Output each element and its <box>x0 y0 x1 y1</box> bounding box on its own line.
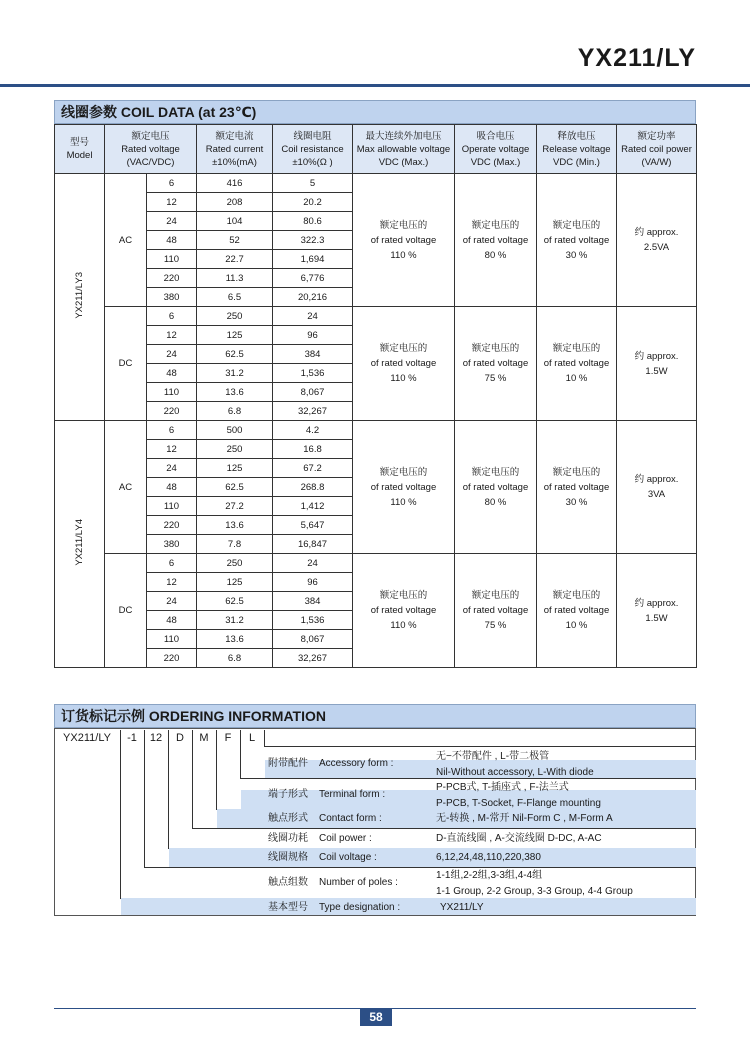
max-voltage-cell: 额定电压的 of rated voltage 110 % <box>353 421 455 554</box>
header-max-voltage: 最大连续外加电压 Max allowable voltage VDC (Max.) <box>353 125 455 174</box>
voltage-cell: 48 <box>147 364 197 383</box>
voltage-cell: 110 <box>147 630 197 649</box>
top-rule <box>0 84 750 87</box>
coil-power-cell: 约 approx. 2.5VA <box>617 174 697 307</box>
band-type <box>121 898 696 915</box>
desc-terminal-1: P-PCB式, T-插座式 , F-法兰式 <box>436 782 569 793</box>
label-power-en: Coil power : <box>319 833 372 844</box>
current-cell: 250 <box>197 554 273 573</box>
resistance-cell: 8,067 <box>273 630 353 649</box>
current-cell: 52 <box>197 231 273 250</box>
current-cell: 416 <box>197 174 273 193</box>
release-voltage-cell: 额定电压的 of rated voltage 10 % <box>537 554 617 668</box>
desc-accessory-1: 无−不带配件 , L-带二极管 <box>436 751 550 762</box>
leader-terminal-v <box>216 730 217 809</box>
voltage-cell: 6 <box>147 307 197 326</box>
resistance-cell: 384 <box>273 345 353 364</box>
label-terminal-cn: 端子形式 <box>268 789 308 800</box>
voltage-cell: 220 <box>147 269 197 288</box>
header-release-voltage: 释放电压 Release voltage VDC (Min.) <box>537 125 617 174</box>
desc-voltage: 6,12,24,48,110,220,380 <box>436 852 541 863</box>
label-accessory-cn: 附带配件 <box>268 758 308 769</box>
code-contact-form: M <box>199 732 209 744</box>
voltage-cell: 6 <box>147 174 197 193</box>
current-cell: 125 <box>197 326 273 345</box>
current-cell: 500 <box>197 421 273 440</box>
label-type-en: Type designation : <box>319 902 401 913</box>
current-cell: 62.5 <box>197 592 273 611</box>
resistance-cell: 322.3 <box>273 231 353 250</box>
current-cell: 125 <box>197 459 273 478</box>
current-cell: 6.8 <box>197 402 273 421</box>
operate-voltage-cell: 额定电压的 of rated voltage 75 % <box>455 554 537 668</box>
label-accessory-en: Accessory form : <box>319 758 394 769</box>
current-cell: 13.6 <box>197 516 273 535</box>
header-coil-resistance: 线圈电阻 Coil resistance ±10%(Ω ) <box>273 125 353 174</box>
coil-power-cell: 约 approx. 1.5W <box>617 307 697 421</box>
current-cell: 104 <box>197 212 273 231</box>
header-operate-voltage: 吸合电压 Operate voltage VDC (Max.) <box>455 125 537 174</box>
resistance-cell: 32,267 <box>273 649 353 668</box>
coil-section-title: 线圈参数 COIL DATA (at 23℃) <box>54 100 696 124</box>
page-number: 58 <box>360 1008 392 1026</box>
voltage-cell: 380 <box>147 288 197 307</box>
code-coil-voltage: 12 <box>149 732 163 744</box>
max-voltage-cell: 额定电压的 of rated voltage 110 % <box>353 174 455 307</box>
leader-contact-v <box>192 730 193 828</box>
voltage-cell: 220 <box>147 649 197 668</box>
desc-power: D-直流线圈 , A-交流线圈 D-DC, A-AC <box>436 833 602 844</box>
voltage-cell: 48 <box>147 231 197 250</box>
label-power-cn: 线圈功耗 <box>268 833 308 844</box>
code-accessory: L <box>248 732 256 744</box>
supply-type-cell: DC <box>105 554 147 668</box>
resistance-cell: 96 <box>273 326 353 345</box>
code-underline <box>264 746 696 747</box>
voltage-cell: 48 <box>147 478 197 497</box>
resistance-cell: 24 <box>273 554 353 573</box>
voltage-cell: 24 <box>147 459 197 478</box>
operate-voltage-cell: 额定电压的 of rated voltage 75 % <box>455 307 537 421</box>
resistance-cell: 20.2 <box>273 193 353 212</box>
leader-poles-v <box>120 730 121 898</box>
resistance-cell: 8,067 <box>273 383 353 402</box>
band-voltage <box>169 848 696 867</box>
supply-type-cell: AC <box>105 421 147 554</box>
voltage-cell: 12 <box>147 193 197 212</box>
code-separator <box>264 730 265 746</box>
desc-accessory-2: Nil-Without accessory, L-With diode <box>436 767 594 778</box>
max-voltage-cell: 额定电压的 of rated voltage 110 % <box>353 307 455 421</box>
model-cell: YX211/LY4 <box>55 421 105 668</box>
resistance-cell: 80.6 <box>273 212 353 231</box>
resistance-cell: 16.8 <box>273 440 353 459</box>
current-cell: 208 <box>197 193 273 212</box>
current-cell: 11.3 <box>197 269 273 288</box>
resistance-cell: 1,412 <box>273 497 353 516</box>
operate-voltage-cell: 额定电压的 of rated voltage 80 % <box>455 421 537 554</box>
release-voltage-cell: 额定电压的 of rated voltage 30 % <box>537 174 617 307</box>
current-cell: 6.5 <box>197 288 273 307</box>
header-coil-power: 额定功率 Rated coil power (VA/W) <box>617 125 697 174</box>
max-voltage-cell: 额定电压的 of rated voltage 110 % <box>353 554 455 668</box>
resistance-cell: 1,694 <box>273 250 353 269</box>
current-cell: 62.5 <box>197 478 273 497</box>
code-poles: -1 <box>127 732 137 744</box>
voltage-cell: 24 <box>147 345 197 364</box>
desc-poles-1: 1-1组,2-2组,3-3组,4-4组 <box>436 870 543 881</box>
voltage-cell: 6 <box>147 421 197 440</box>
voltage-cell: 24 <box>147 212 197 231</box>
voltage-cell: 110 <box>147 497 197 516</box>
voltage-cell: 12 <box>147 573 197 592</box>
voltage-cell: 6 <box>147 554 197 573</box>
current-cell: 7.8 <box>197 535 273 554</box>
current-cell: 62.5 <box>197 345 273 364</box>
voltage-cell: 110 <box>147 250 197 269</box>
resistance-cell: 4.2 <box>273 421 353 440</box>
label-type-cn: 基本型号 <box>268 902 308 913</box>
resistance-cell: 1,536 <box>273 364 353 383</box>
model-cell: YX211/LY3 <box>55 174 105 421</box>
resistance-cell: 24 <box>273 307 353 326</box>
current-cell: 22.7 <box>197 250 273 269</box>
header-rated-current: 额定电流 Rated current ±10%(mA) <box>197 125 273 174</box>
current-cell: 31.2 <box>197 611 273 630</box>
code-base-type: YX211/LY <box>63 732 111 744</box>
desc-contact: 无-转换 , M-常开 Nil-Form C , M-Form A <box>436 813 613 824</box>
leader-voltage-h <box>144 867 696 868</box>
model-title: YX211/LY <box>577 44 696 72</box>
current-cell: 250 <box>197 440 273 459</box>
coil-power-cell: 约 approx. 1.5W <box>617 554 697 668</box>
desc-type: YX211/LY <box>440 902 484 913</box>
release-voltage-cell: 额定电压的 of rated voltage 30 % <box>537 421 617 554</box>
coil-row <box>55 421 697 440</box>
voltage-cell: 12 <box>147 326 197 345</box>
desc-terminal-2: P-PCB, T-Socket, F-Flange mounting <box>436 798 601 809</box>
label-voltage-en: Coil voltage : <box>319 852 377 863</box>
label-voltage-cn: 线圈规格 <box>268 852 308 863</box>
current-cell: 27.2 <box>197 497 273 516</box>
label-poles-cn: 触点组数 <box>268 877 308 888</box>
voltage-cell: 220 <box>147 516 197 535</box>
resistance-cell: 1,536 <box>273 611 353 630</box>
resistance-cell: 6,776 <box>273 269 353 288</box>
operate-voltage-cell: 额定电压的 of rated voltage 80 % <box>455 174 537 307</box>
release-voltage-cell: 额定电压的 of rated voltage 10 % <box>537 307 617 421</box>
resistance-cell: 16,847 <box>273 535 353 554</box>
current-cell: 6.8 <box>197 649 273 668</box>
code-coil-power: D <box>176 732 184 744</box>
resistance-cell: 20,216 <box>273 288 353 307</box>
voltage-cell: 12 <box>147 440 197 459</box>
voltage-cell: 380 <box>147 535 197 554</box>
voltage-cell: 48 <box>147 611 197 630</box>
current-cell: 13.6 <box>197 630 273 649</box>
resistance-cell: 5 <box>273 174 353 193</box>
coil-header-row <box>55 125 697 174</box>
leader-voltage-v <box>144 730 145 867</box>
current-cell: 13.6 <box>197 383 273 402</box>
ordering-section-title: 订货标记示例 ORDERING INFORMATION <box>54 704 696 728</box>
voltage-cell: 220 <box>147 402 197 421</box>
voltage-cell: 110 <box>147 383 197 402</box>
header-model: 型号 Model <box>55 125 105 174</box>
resistance-cell: 5,647 <box>273 516 353 535</box>
current-cell: 125 <box>197 573 273 592</box>
resistance-cell: 96 <box>273 573 353 592</box>
coil-power-cell: 约 approx. 3VA <box>617 421 697 554</box>
leader-power-v <box>168 730 169 848</box>
coil-row <box>55 307 697 326</box>
current-cell: 31.2 <box>197 364 273 383</box>
supply-type-cell: AC <box>105 174 147 307</box>
label-poles-en: Number of poles : <box>319 877 398 888</box>
resistance-cell: 32,267 <box>273 402 353 421</box>
resistance-cell: 67.2 <box>273 459 353 478</box>
coil-row <box>55 554 697 573</box>
coil-row <box>55 174 697 193</box>
leader-contact-h <box>192 828 696 829</box>
desc-poles-2: 1-1 Group, 2-2 Group, 3-3 Group, 4-4 Group <box>436 886 633 897</box>
label-contact-cn: 触点形式 <box>268 813 308 824</box>
resistance-cell: 268.8 <box>273 478 353 497</box>
voltage-cell: 24 <box>147 592 197 611</box>
label-terminal-en: Terminal form : <box>319 789 386 800</box>
code-terminal-form: F <box>224 732 232 744</box>
current-cell: 250 <box>197 307 273 326</box>
coil-data-table <box>54 124 697 668</box>
resistance-cell: 384 <box>273 592 353 611</box>
label-contact-en: Contact form : <box>319 813 382 824</box>
supply-type-cell: DC <box>105 307 147 421</box>
leader-accessory-v <box>240 730 241 778</box>
header-rated-voltage: 额定电压 Rated voltage (VAC/VDC) <box>105 125 197 174</box>
